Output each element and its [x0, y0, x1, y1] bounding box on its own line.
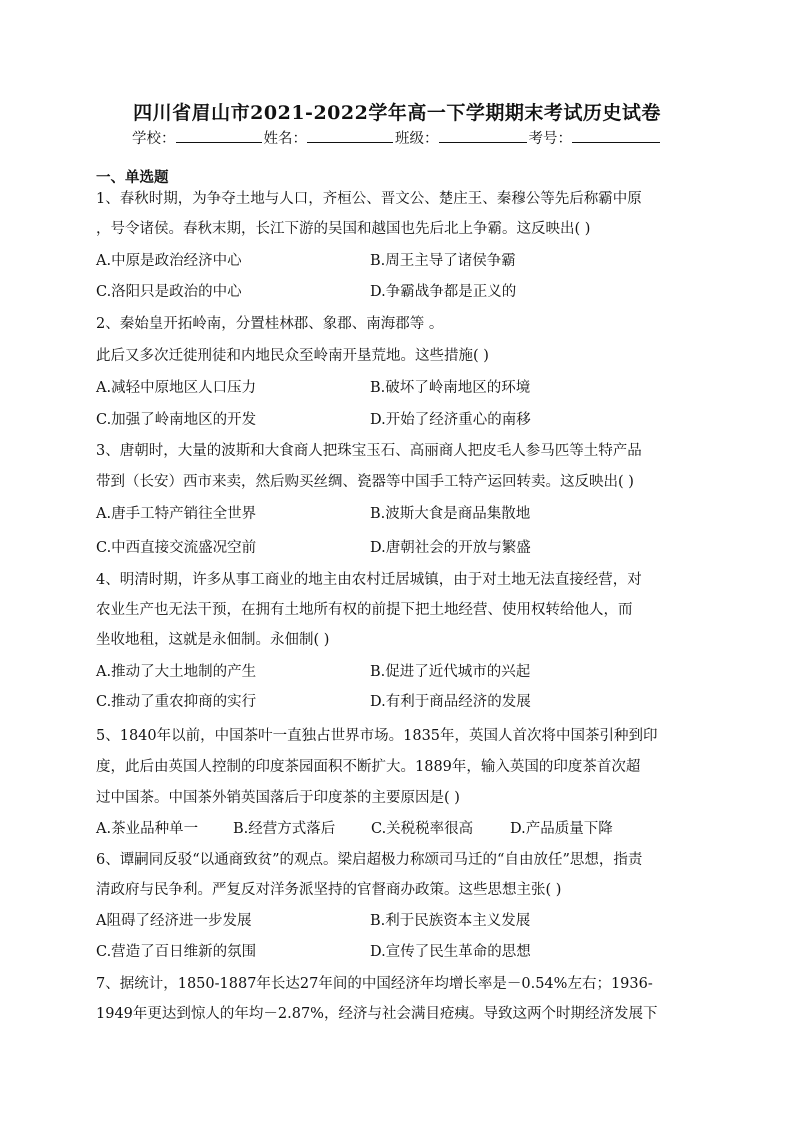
q3-option-d[interactable]: D.唐朝社会的开放与繁盛: [370, 540, 531, 556]
section-heading: 一、单选题: [96, 169, 169, 186]
class-blank[interactable]: [439, 128, 527, 143]
q5-stem-line3: 过中国茶。中国茶外销英国落后于印度茶的主要原因是( ): [96, 790, 460, 806]
q5-option-b[interactable]: B.经营方式落后: [233, 821, 336, 837]
q7-stem-line2: 1949年更达到惊人的年均－2.87%，经济与社会满目疮痍。导致这两个时期经济发展下: [96, 1006, 658, 1022]
q4-option-a[interactable]: A.推动了大土地制的产生: [96, 664, 257, 680]
q6-stem-line2: 清政府与民争利。严复反对洋务派坚持的官督商办政策。这些思想主张( ): [96, 882, 562, 898]
q1-stem-line1: 1、春秋时期，为争夺土地与人口，齐桓公、晋文公、楚庄王、秦穆公等先后称霸中原: [96, 191, 642, 207]
q7-stem-line1: 7、据统计，1850-1887年长达27年间的中国经济年均增长率是－0.54%左右；1936-: [96, 976, 653, 992]
q5-stem-line1: 5、1840年以前，中国茶叶一直独占世界市场。1835年，英国人首次将中国茶引种到印: [96, 728, 658, 744]
q5-option-d[interactable]: D.产品质量下降: [510, 821, 613, 837]
q2-option-a[interactable]: A.减轻中原地区人口压力: [96, 380, 257, 396]
number-label: 考号：: [528, 131, 572, 147]
number-blank[interactable]: [572, 128, 660, 143]
q6-stem-line1: 6、谭嗣同反驳“以通商致贫”的观点。梁启超极力称颂司马迁的“自由放任”思想，指责: [96, 852, 643, 868]
q5-option-c[interactable]: C.关税税率很高: [371, 821, 474, 837]
q6-option-a[interactable]: A阻碍了经济进一步发展: [96, 913, 252, 929]
q3-stem-line1: 3、唐朝时，大量的波斯和大食商人把珠宝玉石、高丽商人把皮毛人参马匹等土特产品: [96, 443, 642, 459]
q2-stem-line2: 此后又多次迁徙刑徒和内地民众至岭南开垦荒地。这些措施( ): [96, 348, 489, 364]
name-label: 姓名：: [263, 131, 307, 147]
student-info-row: [0, 127, 794, 148]
school-blank[interactable]: [176, 128, 262, 143]
q4-stem-line1: 4、明清时期，许多从事工商业的地主由农村迁居城镇，由于对土地无法直接经营，对: [96, 572, 642, 588]
q2-option-c[interactable]: C.加强了岭南地区的开发: [96, 412, 257, 428]
q4-option-d[interactable]: D.有利于商品经济的发展: [370, 694, 531, 710]
q1-option-c[interactable]: C.洛阳只是政治的中心: [96, 284, 242, 300]
q2-stem-line1: 2、秦始皇开拓岭南，分置桂林郡、象郡、南海郡等 。: [96, 316, 444, 332]
q5-option-a[interactable]: A.茶业品种单一: [96, 821, 199, 837]
q6-option-d[interactable]: D.宣传了民生革命的思想: [370, 944, 531, 960]
q1-stem-line2: ，号令诸侯。春秋末期，长江下游的吴国和越国也先后北上争霸。这反映出( ): [96, 221, 591, 237]
q4-option-c[interactable]: C.推动了重农抑商的实行: [96, 694, 257, 710]
q3-option-b[interactable]: B.波斯大食是商品集散地: [370, 506, 531, 522]
q4-option-b[interactable]: B.促进了近代城市的兴起: [370, 664, 531, 680]
q3-option-c[interactable]: C.中西直接交流盛况空前: [96, 540, 257, 556]
school-label: 学校：: [132, 131, 176, 147]
name-blank[interactable]: [307, 128, 393, 143]
q2-option-d[interactable]: D.开始了经济重心的南移: [370, 412, 531, 428]
q4-stem-line2: 农业生产也无法干预，在拥有土地所有权的前提下把土地经营、使用权转给他人，而: [96, 602, 633, 618]
q3-stem-line2: 带到（长安）西市来卖，然后购买丝绸、瓷器等中国手工特产运回转卖。这反映出( ): [96, 474, 634, 490]
q6-option-c[interactable]: C.营造了百日维新的氛围: [96, 944, 257, 960]
q2-option-b[interactable]: B.破坏了岭南地区的环境: [370, 380, 531, 396]
q6-option-b[interactable]: B.利于民族资本主义发展: [370, 913, 531, 929]
q1-option-d[interactable]: D.争霸战争都是正义的: [370, 284, 517, 300]
exam-title: 四川省眉山市2021-2022学年高一下学期期末考试历史试卷: [133, 102, 661, 124]
class-label: 班级：: [395, 131, 439, 147]
q3-option-a[interactable]: A.唐手工特产销往全世界: [96, 506, 257, 522]
q4-stem-line3: 坐收地租，这就是永佃制。永佃制( ): [96, 632, 330, 648]
q1-option-a[interactable]: A.中原是政治经济中心: [96, 253, 242, 269]
q1-option-b[interactable]: B.周王主导了诸侯争霸: [370, 253, 516, 269]
q5-stem-line2: 度，此后由英国人控制的印度茶园面积不断扩大。1889年，输入英国的印度茶首次超: [96, 759, 641, 775]
